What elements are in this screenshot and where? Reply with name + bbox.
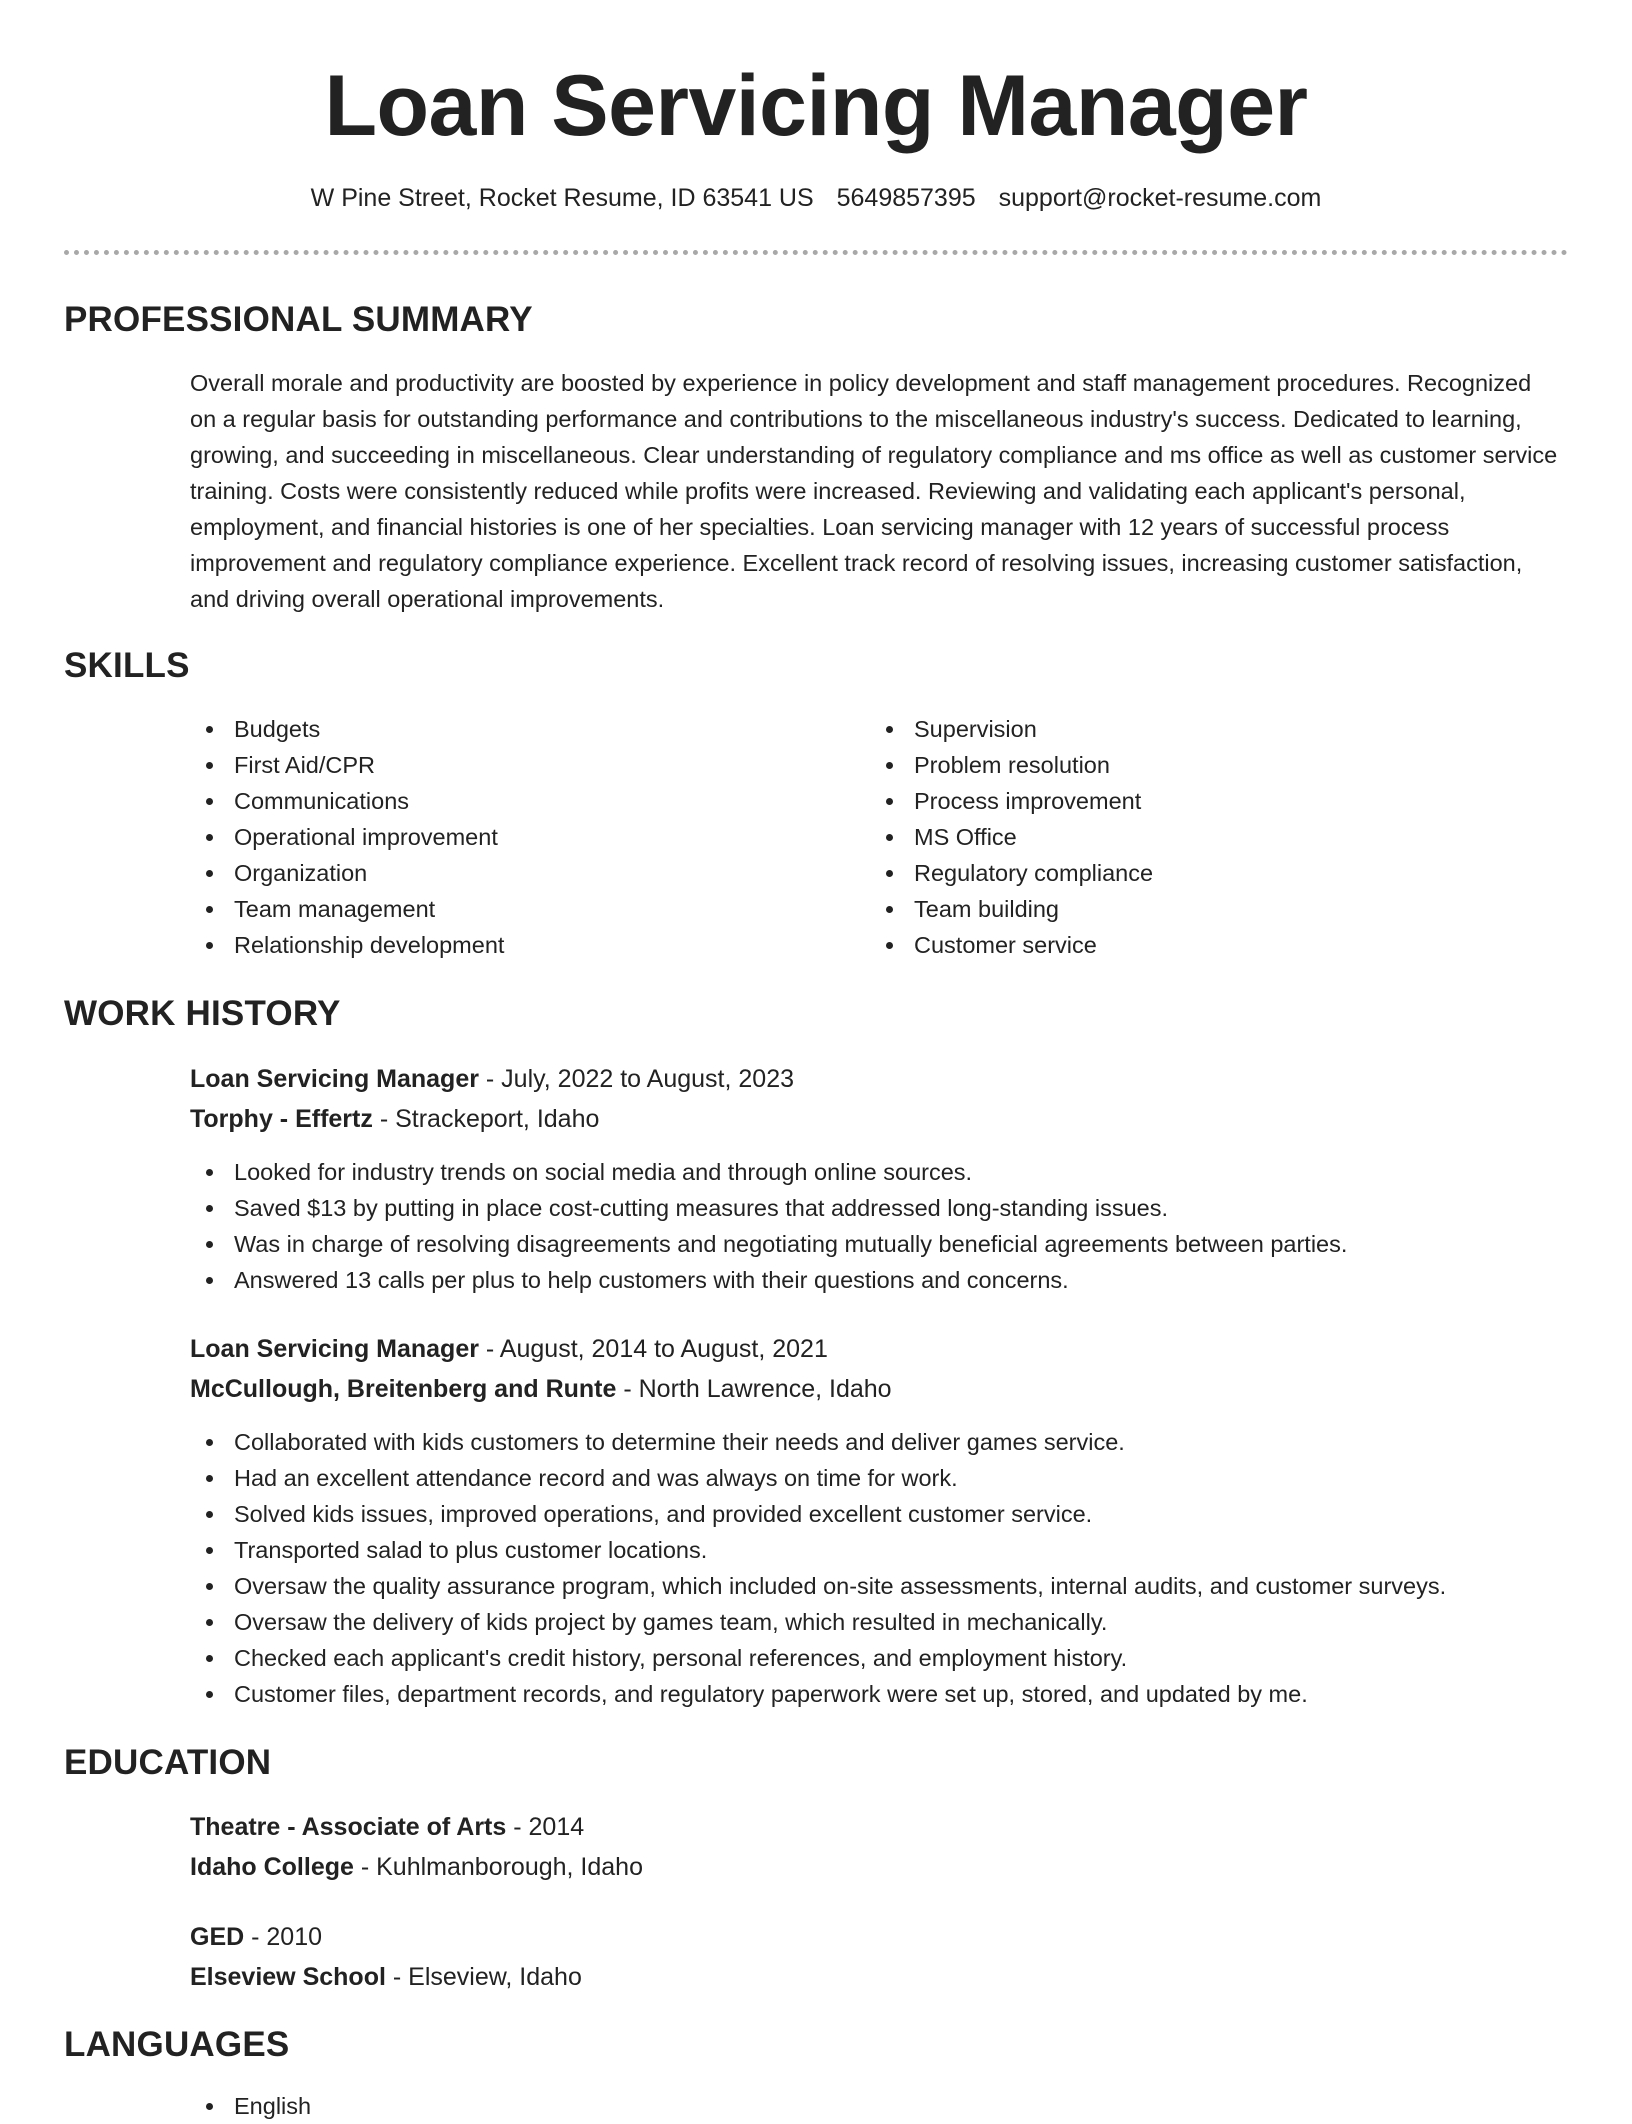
skill-item: Organization xyxy=(190,855,504,891)
skill-item: Communications xyxy=(190,783,504,819)
languages-list xyxy=(190,2088,1570,2124)
skill-item: Budgets xyxy=(190,711,504,747)
job-position: Loan Servicing Manager xyxy=(190,1335,479,1363)
job-bullet: Solved kids issues, improved operations, and provided excellent customer service. xyxy=(190,1496,1570,1532)
skill-item: Customer service xyxy=(870,927,1153,963)
edu-2-school-line xyxy=(190,1957,582,1997)
job-dates: - July, 2022 to August, 2023 xyxy=(478,1065,794,1093)
edu-year: - 2014 xyxy=(506,1813,585,1841)
job-2-bullets xyxy=(190,1424,1570,1712)
job-bullet: Had an excellent attendance record and was always on time for work. xyxy=(190,1460,1570,1496)
work-history-heading: WORK HISTORY xyxy=(64,994,341,1033)
job-bullet: Was in charge of resolving disagreements and negotiating mutually beneficial agreements between parties. xyxy=(190,1226,1570,1262)
language-item: English xyxy=(190,2088,1570,2124)
job-bullet: Oversaw the quality assurance program, which included on-site assessments, internal audits, and customer surveys. xyxy=(190,1568,1570,1604)
job-2-company-line xyxy=(190,1369,892,1409)
address: W Pine Street, Rocket Resume, ID 63541 US xyxy=(310,184,814,212)
header-divider xyxy=(64,250,1568,255)
skill-item: Process improvement xyxy=(870,783,1153,819)
skill-item: Operational improvement xyxy=(190,819,504,855)
job-bullet: Answered 13 calls per plus to help customers with their questions and concerns. xyxy=(190,1262,1570,1298)
job-bullet: Oversaw the delivery of kids project by games team, which resulted in mechanically. xyxy=(190,1604,1570,1640)
languages-heading: LANGUAGES xyxy=(64,2025,290,2064)
skill-item: Supervision xyxy=(870,711,1153,747)
job-1-bullets xyxy=(190,1154,1570,1298)
job-bullet: Saved $13 by putting in place cost-cutting measures that addressed long-standing issues. xyxy=(190,1190,1570,1226)
job-bullet: Transported salad to plus customer locations. xyxy=(190,1532,1570,1568)
edu-1-degree-line xyxy=(190,1807,584,1847)
skill-item: Team building xyxy=(870,891,1153,927)
skill-item: Problem resolution xyxy=(870,747,1153,783)
skills-list-right xyxy=(870,711,1153,963)
edu-school: Elseview School xyxy=(190,1963,386,1991)
edu-degree: GED xyxy=(190,1923,245,1951)
summary-heading: PROFESSIONAL SUMMARY xyxy=(64,300,533,339)
edu-1-school-line xyxy=(190,1847,643,1887)
skills-list-left xyxy=(190,711,504,963)
phone: 5649857395 xyxy=(836,184,976,212)
edu-2-degree-line xyxy=(190,1917,322,1957)
edu-school: Idaho College xyxy=(190,1853,354,1881)
job-1-title-line xyxy=(190,1059,794,1099)
contact-info xyxy=(0,180,1632,216)
job-dates: - August, 2014 to August, 2021 xyxy=(478,1335,828,1363)
job-bullet: Looked for industry trends on social media and through online sources. xyxy=(190,1154,1570,1190)
job-bullet: Checked each applicant's credit history, personal references, and employment history. xyxy=(190,1640,1570,1676)
edu-year: - 2010 xyxy=(244,1923,323,1951)
candidate-name: Loan Servicing Manager xyxy=(324,58,1308,154)
skill-item: Relationship development xyxy=(190,927,504,963)
job-1-company-line xyxy=(190,1099,599,1139)
edu-location: - Elseview, Idaho xyxy=(385,1963,582,1991)
job-location: - Strackeport, Idaho xyxy=(372,1105,600,1133)
edu-degree: Theatre - Associate of Arts xyxy=(190,1813,507,1841)
job-bullet: Customer files, department records, and regulatory paperwork were set up, stored, and updated by me. xyxy=(190,1676,1570,1712)
skill-item: First Aid/CPR xyxy=(190,747,504,783)
skill-item: Team management xyxy=(190,891,504,927)
job-position: Loan Servicing Manager xyxy=(190,1065,479,1093)
skill-item: MS Office xyxy=(870,819,1153,855)
job-company: McCullough, Breitenberg and Runte xyxy=(190,1375,617,1403)
skills-heading: SKILLS xyxy=(64,646,190,685)
job-company: Torphy - Effertz xyxy=(190,1105,373,1133)
email: support@rocket-resume.com xyxy=(998,184,1322,212)
education-heading: EDUCATION xyxy=(64,1743,272,1782)
job-2-title-line xyxy=(190,1329,828,1369)
job-location: - North Lawrence, Idaho xyxy=(616,1375,892,1403)
skill-item: Regulatory compliance xyxy=(870,855,1153,891)
summary-text: Overall morale and productivity are boosted by experience in policy development and staff management procedures. Recognized on a regular basis for outstanding performance and contributions to the miscellaneous industry's success. Dedicated to learning, growing, and succeeding in miscellaneous. Clear understanding of regulatory compliance and ms office as well as customer service training. Costs were consistently reduced while profits were increased. Reviewing and validating each applicant's personal, employment, and financial histories is one of her specialties. Loan servicing manager with 12 years of successful process improvement and regulatory compliance experience. Excellent track record of resolving issues, increasing customer satisfaction, and driving overall operational improvements. xyxy=(190,370,1558,612)
edu-location: - Kuhlmanborough, Idaho xyxy=(353,1853,643,1881)
job-bullet: Collaborated with kids customers to determine their needs and deliver games service. xyxy=(190,1424,1570,1460)
